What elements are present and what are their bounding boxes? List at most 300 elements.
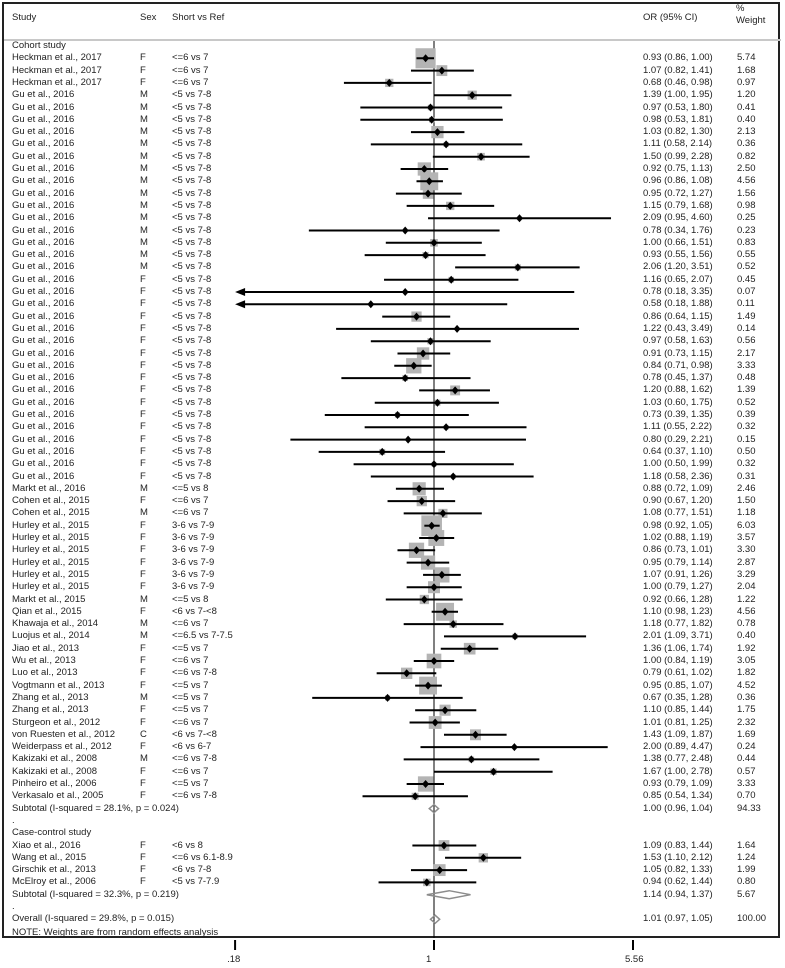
study-label: Heckman et al., 2017 [12, 76, 102, 88]
comparison-label: 3-6 vs 7-9 [172, 519, 215, 531]
comparison-label: <=6 vs 7 [172, 507, 209, 519]
sex-label: M [140, 593, 148, 605]
or-ci-label: 1.36 (1.06, 1.74) [643, 642, 713, 654]
study-label: Gu et al., 2016 [12, 261, 75, 273]
study-label: Gu et al., 2016 [12, 421, 75, 433]
or-ci-label: 1.09 (0.83, 1.44) [643, 839, 713, 851]
comparison-label: <=6 vs 7 [172, 64, 209, 76]
sex-label: F [140, 519, 146, 531]
or-ci-label: 1.00 (0.79, 1.27) [643, 581, 713, 593]
comparison-label: <5 vs 7-8 [172, 347, 212, 359]
or-ci-label: 0.86 (0.64, 1.15) [643, 310, 713, 322]
sex-label: F [140, 335, 146, 347]
study-label: Luo et al., 2013 [12, 667, 78, 679]
comparison-label: <6 vs 6-7 [172, 741, 212, 753]
or-ci-label: 2.09 (0.95, 4.60) [643, 212, 713, 224]
comparison-label: <5 vs 7-8 [172, 101, 212, 113]
sex-label: M [140, 175, 148, 187]
sex-label: F [140, 347, 146, 359]
arrow-left-icon [235, 300, 245, 308]
spacer: . [12, 814, 15, 826]
point-estimate [450, 473, 457, 481]
study-label: Gu et al., 2016 [12, 126, 75, 138]
subtotal-diamond [427, 891, 471, 899]
sex-label: M [140, 224, 148, 236]
study-label: Xiao et al., 2016 [12, 839, 81, 851]
or-ci-label: 1.00 (0.84, 1.19) [643, 655, 713, 666]
sex-label: F [140, 310, 146, 322]
comparison-label: <=6 vs 7-8 [172, 753, 217, 765]
spacer: . [12, 901, 15, 912]
weight-label: 1.50 [737, 495, 756, 507]
sex-label: M [140, 630, 148, 642]
point-estimate [443, 423, 450, 431]
weight-label: 2.50 [737, 163, 756, 174]
or-ci-label: 0.94 (0.62, 1.44) [643, 876, 713, 888]
comparison-label: <6 vs 7-<8 [172, 728, 217, 740]
study-label: Hurley et al., 2015 [12, 556, 90, 568]
study-label: Verkasalo et al., 2005 [12, 790, 104, 802]
x-tick-label: 1 [426, 954, 432, 965]
study-label: Kakizaki et al., 2008 [12, 753, 98, 765]
subtotal-label: Subtotal (I-squared = 32.3%, p = 0.219) [12, 888, 179, 900]
or-ci-label: 1.01 (0.81, 1.25) [643, 716, 713, 728]
comparison-label: <=5 vs 8 [172, 593, 209, 605]
sex-label: F [140, 704, 146, 716]
point-estimate [402, 288, 409, 296]
comparison-label: <=5 vs 7 [172, 704, 209, 716]
study-label: Gu et al., 2016 [12, 445, 75, 457]
study-label: Hurley et al., 2015 [12, 532, 90, 543]
sex-label: M [140, 261, 148, 273]
study-label: von Ruesten et al., 2012 [12, 728, 115, 740]
sex-label: M [140, 187, 148, 199]
weight-label: 0.70 [737, 790, 756, 802]
study-label: Gu et al., 2016 [12, 138, 75, 150]
comparison-label: <5 vs 7-8 [172, 445, 212, 457]
study-label: Cohen et al., 2015 [12, 507, 90, 519]
weight-label: 1.18 [737, 507, 756, 519]
or-ci-label: 1.07 (0.82, 1.41) [643, 64, 713, 76]
comparison-label: <5 vs 7-8 [172, 384, 212, 396]
comparison-label: <6 vs 7-<8 [172, 605, 217, 617]
study-label: Gu et al., 2016 [12, 458, 75, 470]
study-label: Wu et al., 2013 [12, 655, 76, 666]
sex-label: M [140, 163, 148, 174]
comparison-label: <5 vs 7-8 [172, 138, 212, 150]
sex-label: F [140, 396, 146, 408]
comparison-label: <6 vs 7-8 [172, 864, 212, 876]
comparison-label: <=6 vs 7-8 [172, 667, 217, 679]
comparison-label: <5 vs 7-8 [172, 372, 212, 384]
or-ci-label: 1.07 (0.91, 1.26) [643, 568, 713, 580]
study-label: Gu et al., 2016 [12, 322, 75, 334]
comparison-label: <5 vs 7-8 [172, 458, 212, 470]
weight-label: 4.56 [737, 605, 756, 617]
sex-label: F [140, 790, 146, 802]
sex-label: M [140, 89, 148, 101]
weight-label: 3.05 [737, 655, 756, 666]
weight-label: 3.29 [737, 568, 756, 580]
sex-label: F [140, 642, 146, 654]
comparison-label: <=6 vs 7 [172, 716, 209, 728]
sex-label: F [140, 667, 146, 679]
or-ci-label: 2.06 (1.20, 3.51) [643, 261, 713, 273]
or-ci-label: 0.92 (0.75, 1.13) [643, 163, 713, 174]
or-ci-label: 0.98 (0.92, 1.05) [643, 519, 713, 531]
study-label: Gu et al., 2016 [12, 433, 75, 445]
point-estimate [427, 104, 434, 112]
study-label: Heckman et al., 2017 [12, 52, 102, 64]
weight-label: 1.20 [737, 89, 756, 101]
sex-label: M [140, 236, 148, 248]
sex-label: C [140, 728, 147, 740]
or-ci-label: 1.50 (0.99, 2.28) [643, 150, 713, 162]
study-label: Cohen et al., 2015 [12, 495, 90, 507]
study-label: Gu et al., 2016 [12, 175, 75, 187]
weight-label: 0.39 [737, 409, 756, 420]
point-estimate [367, 300, 374, 308]
overall-diamond [430, 915, 439, 923]
comparison-label: <5 vs 7-8 [172, 396, 212, 408]
comparison-label: <5 vs 7-8 [172, 187, 212, 199]
subtotal-weight: 5.67 [737, 888, 756, 900]
study-label: Gu et al., 2016 [12, 384, 75, 396]
or-ci-label: 0.96 (0.86, 1.08) [643, 175, 713, 187]
study-label: Gu et al., 2016 [12, 359, 75, 371]
comparison-label: <5 vs 7-8 [172, 359, 212, 371]
weight-label: 0.36 [737, 691, 756, 703]
comparison-label: <=6 vs 7 [172, 52, 209, 64]
sex-label: M [140, 753, 148, 765]
or-ci-label: 1.20 (0.88, 1.62) [643, 384, 713, 396]
comparison-label: 3-6 vs 7-9 [172, 556, 215, 568]
study-label: Markt et al., 2015 [12, 593, 86, 605]
point-estimate [454, 325, 461, 333]
or-ci-label: 2.00 (0.89, 4.47) [643, 741, 713, 753]
sex-label: F [140, 322, 146, 334]
weight-label: 0.82 [737, 150, 756, 162]
sex-label: F [140, 851, 146, 863]
or-ci-label: 0.93 (0.79, 1.09) [643, 778, 713, 789]
weight-label: 0.97 [737, 76, 756, 88]
header-sex: Sex [140, 12, 157, 23]
study-label: Hurley et al., 2015 [12, 581, 90, 593]
comparison-label: <5 vs 7-8 [172, 126, 212, 138]
study-label: Gu et al., 2016 [12, 286, 75, 297]
comparison-label: 3-6 vs 7-9 [172, 568, 215, 580]
study-label: Gu et al., 2016 [12, 347, 75, 359]
sex-label: F [140, 679, 146, 691]
point-estimate [511, 743, 518, 751]
point-estimate [511, 632, 518, 640]
study-label: Khawaja et al., 2014 [12, 618, 99, 630]
weight-label: 0.24 [737, 741, 756, 753]
sex-label: M [140, 150, 148, 162]
study-label: Sturgeon et al., 2012 [12, 716, 101, 728]
study-label: Qian et al., 2015 [12, 605, 82, 617]
or-ci-label: 1.39 (1.00, 1.95) [643, 89, 713, 101]
sex-label: F [140, 581, 146, 593]
sex-label: M [140, 691, 148, 703]
or-ci-label: 0.93 (0.55, 1.56) [643, 249, 713, 261]
weight-label: 0.32 [737, 458, 756, 470]
group-heading: Case-control study [12, 827, 92, 839]
study-label: Hurley et al., 2015 [12, 519, 90, 531]
footnote: NOTE: Weights are from random effects analysis [12, 927, 219, 938]
study-label: Pinheiro et al., 2006 [12, 778, 97, 789]
study-label: Gu et al., 2016 [12, 249, 75, 261]
comparison-label: 3-6 vs 7-9 [172, 544, 215, 556]
study-label: Gu et al., 2016 [12, 273, 75, 285]
weight-label: 0.36 [737, 138, 756, 150]
weight-label: 0.52 [737, 261, 756, 273]
sex-label: F [140, 433, 146, 445]
or-ci-label: 1.10 (0.85, 1.44) [643, 704, 713, 716]
weight-label: 0.11 [737, 298, 755, 310]
sex-label: F [140, 864, 146, 876]
or-ci-label: 1.00 (0.50, 1.99) [643, 458, 713, 470]
comparison-label: <5 vs 7-8 [172, 199, 212, 211]
or-ci-label: 0.91 (0.73, 1.15) [643, 347, 713, 359]
weight-label: 2.13 [737, 126, 756, 138]
sex-label: F [140, 470, 146, 482]
weight-label: 0.52 [737, 396, 756, 408]
overall-label: Overall (I-squared = 29.8%, p = 0.015) [12, 913, 175, 925]
or-ci-label: 1.05 (0.82, 1.33) [643, 864, 713, 876]
point-estimate [405, 436, 412, 444]
study-label: Hurley et al., 2015 [12, 568, 90, 580]
header-comparison: Short vs Ref [172, 12, 225, 23]
weight-label: 1.56 [737, 187, 756, 199]
study-label: Gu et al., 2016 [12, 113, 75, 125]
weight-label: 0.40 [737, 630, 756, 642]
comparison-label: <5 vs 7-8 [172, 113, 212, 125]
or-ci-label: 0.78 (0.18, 3.35) [643, 286, 713, 297]
weight-label: 1.49 [737, 310, 756, 322]
sex-label: F [140, 605, 146, 617]
sex-label: F [140, 76, 146, 88]
study-label: Weiderpass et al., 2012 [12, 741, 112, 753]
study-label: Gu et al., 2016 [12, 298, 75, 310]
weight-label: 1.99 [737, 864, 756, 876]
study-label: Gu et al., 2016 [12, 101, 75, 113]
or-ci-label: 0.97 (0.53, 1.80) [643, 101, 713, 113]
comparison-label: <=6 vs 7 [172, 495, 209, 507]
sex-label: F [140, 876, 146, 888]
weight-label: 0.32 [737, 421, 756, 433]
weight-label: 2.87 [737, 556, 756, 568]
sex-label: F [140, 495, 146, 507]
or-ci-label: 1.18 (0.58, 2.36) [643, 470, 713, 482]
comparison-label: <5 vs 7-8 [172, 261, 212, 273]
comparison-label: <6 vs 8 [172, 839, 203, 851]
study-label: Kakizaki et al., 2008 [12, 765, 98, 777]
sex-label: M [140, 618, 148, 630]
or-ci-label: 0.80 (0.29, 2.21) [643, 433, 713, 445]
sex-label: F [140, 778, 146, 789]
or-ci-label: 0.84 (0.71, 0.98) [643, 359, 713, 371]
weight-label: 3.33 [737, 359, 756, 371]
comparison-label: <5 vs 7-8 [172, 433, 212, 445]
weight-label: 4.52 [737, 679, 756, 691]
comparison-label: <5 vs 7-7.9 [172, 876, 220, 888]
study-label: Gu et al., 2016 [12, 236, 75, 248]
study-label: Markt et al., 2016 [12, 482, 86, 494]
study-label: Heckman et al., 2017 [12, 64, 102, 76]
or-ci-label: 0.95 (0.72, 1.27) [643, 187, 713, 199]
study-label: Gu et al., 2016 [12, 212, 75, 224]
weight-label: 2.32 [737, 716, 756, 728]
or-ci-label: 2.01 (1.09, 3.71) [643, 630, 713, 642]
sex-label: F [140, 458, 146, 470]
or-ci-label: 1.11 (0.55, 2.22) [643, 421, 713, 433]
or-ci-label: 0.79 (0.61, 1.02) [643, 667, 713, 679]
sex-label: F [140, 384, 146, 396]
or-ci-label: 0.86 (0.73, 1.01) [643, 544, 713, 556]
comparison-label: <5 vs 7-8 [172, 163, 212, 174]
or-ci-label: 1.08 (0.77, 1.51) [643, 507, 713, 519]
sex-label: F [140, 298, 146, 310]
or-ci-label: 0.58 (0.18, 1.88) [643, 298, 713, 310]
comparison-label: <=6 vs 7 [172, 618, 209, 630]
weight-label: 2.17 [737, 347, 756, 359]
or-ci-label: 1.16 (0.65, 2.07) [643, 273, 713, 285]
study-label: Jiao et al., 2013 [12, 642, 80, 654]
sex-label: M [140, 249, 148, 261]
sex-label: F [140, 64, 146, 76]
weight-label: 0.56 [737, 335, 756, 347]
or-ci-label: 0.98 (0.53, 1.81) [643, 113, 713, 125]
study-label: Zhang et al., 2013 [12, 704, 89, 716]
or-ci-label: 0.78 (0.45, 1.37) [643, 372, 713, 384]
study-label: Gu et al., 2016 [12, 409, 75, 420]
weight-label: 2.04 [737, 581, 756, 593]
weight-label: 1.22 [737, 593, 756, 605]
comparison-label: <=5 vs 7 [172, 679, 209, 691]
comparison-label: <=5 vs 7 [172, 691, 209, 703]
weight-label: 6.03 [737, 519, 756, 531]
header-or: OR (95% CI) [643, 12, 698, 23]
sex-label: M [140, 126, 148, 138]
or-ci-label: 0.95 (0.79, 1.14) [643, 556, 713, 568]
comparison-label: <=6 vs 6.1-8.9 [172, 851, 233, 863]
sex-label: M [140, 482, 148, 494]
comparison-label: <5 vs 7-8 [172, 322, 212, 334]
weight-label: 1.68 [737, 64, 756, 76]
weight-label: 1.92 [737, 642, 756, 654]
weight-label: 0.23 [737, 224, 756, 236]
point-estimate [516, 214, 523, 222]
or-ci-label: 1.67 (1.00, 2.78) [643, 765, 713, 777]
header-weight-pct: % [736, 3, 745, 14]
arrow-left-icon [235, 288, 245, 296]
comparison-label: <5 vs 7-8 [172, 421, 212, 433]
study-label: Gu et al., 2016 [12, 396, 75, 408]
sex-label: F [140, 421, 146, 433]
weight-label: 0.40 [737, 113, 756, 125]
or-ci-label: 1.10 (0.98, 1.23) [643, 605, 713, 617]
sex-label: F [140, 556, 146, 568]
sex-label: F [140, 741, 146, 753]
weight-label: 0.41 [737, 101, 756, 113]
comparison-label: <5 vs 7-8 [172, 335, 212, 347]
comparison-label: <=5 vs 8 [172, 482, 209, 494]
study-label: Girschik et al., 2013 [12, 864, 96, 876]
study-label: Gu et al., 2016 [12, 187, 75, 199]
comparison-label: <5 vs 7-8 [172, 89, 212, 101]
or-ci-label: 0.97 (0.58, 1.63) [643, 335, 713, 347]
or-ci-label: 1.38 (0.77, 2.48) [643, 753, 713, 765]
sex-label: M [140, 199, 148, 211]
weight-label: 0.45 [737, 273, 756, 285]
point-estimate [384, 694, 391, 702]
study-label: Gu et al., 2016 [12, 310, 75, 322]
comparison-label: <5 vs 7-8 [172, 273, 212, 285]
study-label: Gu et al., 2016 [12, 163, 75, 174]
comparison-label: <5 vs 7-8 [172, 236, 212, 248]
weight-label: 0.25 [737, 212, 756, 224]
weight-label: 1.75 [737, 704, 756, 716]
point-estimate [394, 411, 401, 419]
subtotal-or-ci: 1.00 (0.96, 1.04) [643, 802, 713, 814]
sex-label: M [140, 507, 148, 519]
or-ci-label: 1.03 (0.60, 1.75) [643, 396, 713, 408]
study-label: Gu et al., 2016 [12, 150, 75, 162]
sex-label: F [140, 716, 146, 728]
or-ci-label: 0.85 (0.54, 1.34) [643, 790, 713, 802]
weight-label: 0.83 [737, 236, 756, 248]
comparison-label: 3-6 vs 7-9 [172, 581, 215, 593]
or-ci-label: 0.88 (0.72, 1.09) [643, 482, 713, 494]
study-label: Wang et al., 2015 [12, 851, 87, 863]
study-label: Vogtmann et al., 2013 [12, 679, 105, 691]
weight-label: 0.98 [737, 199, 756, 211]
group-heading: Cohort study [12, 40, 66, 51]
study-label: Gu et al., 2016 [12, 372, 75, 384]
sex-label: M [140, 138, 148, 150]
weight-label: 0.50 [737, 445, 756, 457]
point-estimate [443, 140, 450, 148]
comparison-label: <5 vs 7-8 [172, 409, 212, 420]
x-tick-label: .18 [227, 954, 241, 965]
weight-label: 0.31 [737, 470, 756, 482]
weight-label: 1.64 [737, 839, 756, 851]
study-label: McElroy et al., 2006 [12, 876, 96, 888]
comparison-label: <=6.5 vs 7-7.5 [172, 630, 233, 642]
study-label: Gu et al., 2016 [12, 199, 75, 211]
comparison-label: <5 vs 7-8 [172, 286, 212, 297]
header-weight: Weight [736, 15, 766, 26]
comparison-label: <5 vs 7-8 [172, 175, 212, 187]
sex-label: F [140, 839, 146, 851]
overall-or-ci: 1.01 (0.97, 1.05) [643, 913, 713, 925]
comparison-label: <=6 vs 7-8 [172, 790, 217, 802]
study-label: Gu et al., 2016 [12, 89, 75, 101]
comparison-label: <=6 vs 7 [172, 76, 209, 88]
weight-label: 4.56 [737, 175, 756, 187]
comparison-label: <5 vs 7-8 [172, 470, 212, 482]
comparison-label: <=6 vs 7 [172, 765, 209, 777]
point-estimate [468, 755, 475, 763]
or-ci-label: 0.68 (0.46, 0.98) [643, 76, 713, 88]
subtotal-weight: 94.33 [737, 802, 761, 814]
comparison-label: <5 vs 7-8 [172, 310, 212, 322]
subtotal-label: Subtotal (I-squared = 28.1%, p = 0.024) [12, 802, 179, 814]
comparison-label: 3-6 vs 7-9 [172, 532, 215, 543]
point-estimate [402, 227, 409, 235]
or-ci-label: 1.15 (0.79, 1.68) [643, 199, 713, 211]
